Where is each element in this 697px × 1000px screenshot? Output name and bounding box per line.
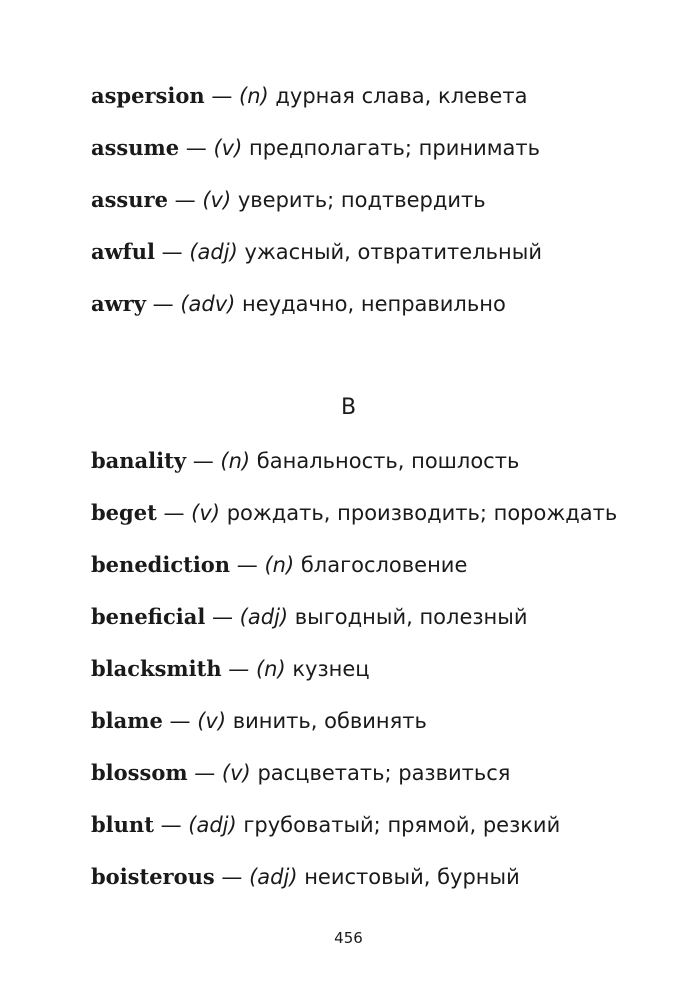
entry-part-of-speech: (adj)	[249, 865, 298, 889]
entry-dash: —	[194, 761, 216, 785]
entry-part-of-speech: (adj)	[188, 813, 237, 837]
entry-word: blame	[91, 708, 163, 733]
entry-part-of-speech: (adv)	[180, 292, 236, 316]
page-number: 456	[334, 929, 363, 947]
entry-translation: предполагать; принимать	[249, 136, 541, 160]
dictionary-entry-benediction	[91, 552, 467, 578]
entry-part-of-speech: (adj)	[189, 240, 238, 264]
entry-dash: —	[174, 188, 196, 212]
entry-dash: —	[228, 657, 250, 681]
entry-part-of-speech: (v)	[197, 709, 227, 733]
entry-dash: —	[152, 292, 174, 316]
dictionary-entry-beget	[91, 500, 617, 526]
entry-word: beneficial	[91, 604, 206, 629]
entry-word: aspersion	[91, 83, 205, 108]
entry-word: benediction	[91, 552, 231, 577]
entry-dash: —	[236, 553, 258, 577]
dictionary-entry-blossom	[91, 760, 510, 786]
entry-translation: кузнец	[292, 657, 370, 681]
entry-word: assure	[91, 187, 168, 212]
entry-part-of-speech: (v)	[221, 761, 251, 785]
dictionary-entry-blacksmith	[91, 656, 370, 682]
entry-dash: —	[161, 240, 183, 264]
entry-translation: грубоватый; прямой, резкий	[243, 813, 561, 837]
entry-translation: неистовый, бурный	[304, 865, 520, 889]
entry-dash: —	[160, 813, 182, 837]
dictionary-entry-boisterous	[91, 864, 520, 890]
entry-dash: —	[163, 501, 185, 525]
entry-part-of-speech: (n)	[255, 657, 286, 681]
entry-part-of-speech: (n)	[239, 84, 269, 108]
section-letter-heading: B	[340, 395, 357, 420]
entry-word: boisterous	[91, 864, 215, 889]
entry-dash: —	[221, 865, 243, 889]
entry-translation: неудачно, неправильно	[242, 292, 506, 316]
entry-word: blunt	[91, 812, 154, 837]
entry-word: awful	[91, 239, 155, 264]
entry-translation: винить, обвинять	[232, 709, 427, 733]
entry-translation: ужасный, отвратительный	[244, 240, 542, 264]
entry-word: banality	[91, 448, 187, 473]
entry-part-of-speech: (adj)	[239, 605, 289, 629]
entry-word: assume	[91, 135, 180, 160]
entry-part-of-speech: (n)	[264, 553, 295, 577]
entry-translation: расцветать; развиться	[257, 761, 511, 785]
entry-dash: —	[192, 449, 214, 473]
entry-part-of-speech: (v)	[202, 188, 232, 212]
entry-word: blossom	[91, 760, 188, 785]
dictionary-entry-awry	[91, 291, 506, 317]
dictionary-entry-beneficial	[91, 604, 528, 630]
entry-word: blacksmith	[91, 656, 222, 681]
entry-word: beget	[91, 500, 157, 525]
entry-dash: —	[211, 605, 233, 629]
entry-dash: —	[185, 136, 207, 160]
dictionary-entry-assure	[91, 187, 486, 213]
entry-dash: —	[211, 84, 233, 108]
entry-translation: благословение	[300, 553, 468, 577]
dictionary-entry-blunt	[91, 812, 560, 838]
entry-part-of-speech: (n)	[220, 449, 251, 473]
entry-word: awry	[91, 291, 146, 316]
entry-translation: дурная слава, клевета	[275, 84, 528, 108]
dictionary-entry-assume	[91, 135, 540, 161]
dictionary-entry-aspersion	[91, 83, 527, 109]
entry-part-of-speech: (v)	[213, 136, 243, 160]
dictionary-entry-blame	[91, 708, 427, 734]
entry-translation: выгодный, полезный	[294, 605, 528, 629]
dictionary-entry-banality	[91, 448, 519, 474]
entry-translation: уверить; подтвердить	[237, 188, 486, 212]
entry-translation: банальность, пошлость	[256, 449, 520, 473]
entry-dash: —	[169, 709, 191, 733]
entry-translation: рождать, производить; порождать	[226, 501, 618, 525]
entry-part-of-speech: (v)	[191, 501, 220, 525]
dictionary-entry-awful	[91, 239, 542, 265]
